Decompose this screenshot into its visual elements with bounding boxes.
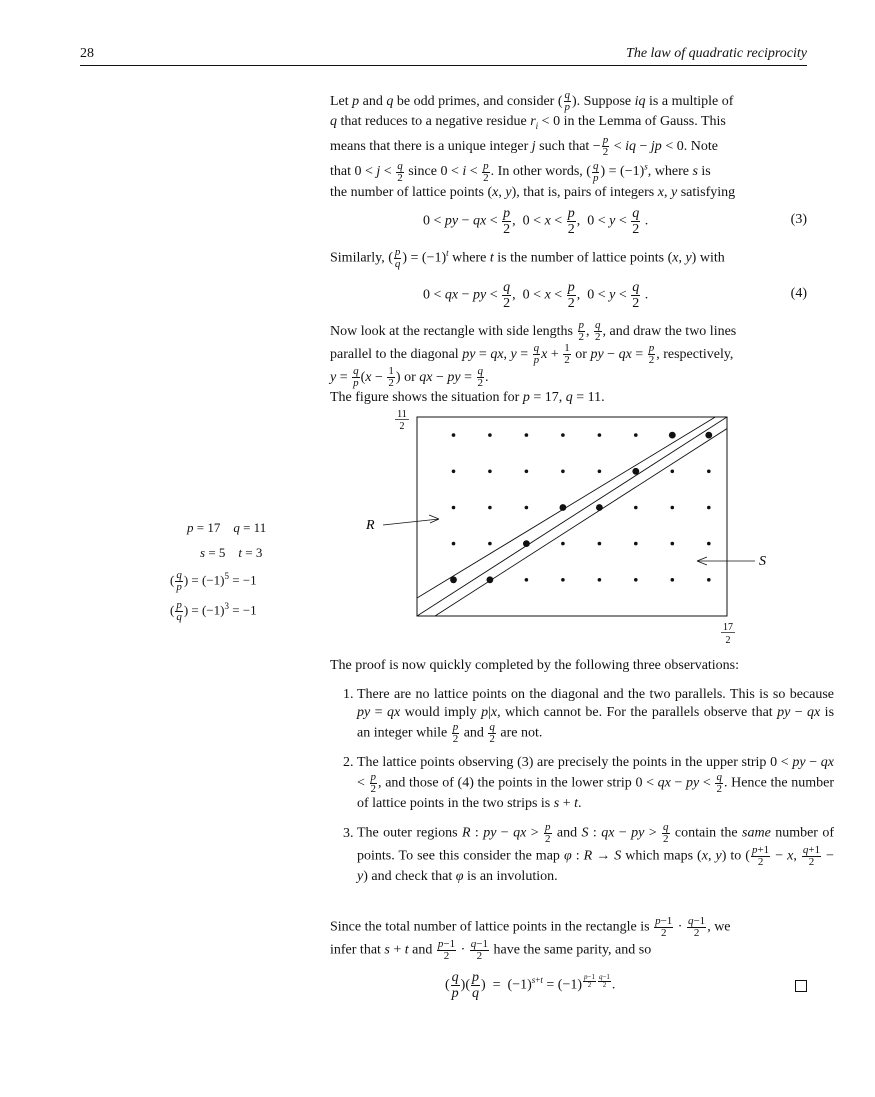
diagonal [417,417,727,616]
paragraph-conclusion: Since the total number of lattice points in the rectangle is $\frac{p-1}{2}$ · $\frac{q-1}{2}$ , we infer that s + t and $\frac{p-1}{2}$ · $\frac{q-1}{2}$ have the same parity, and so [330,915,731,962]
header-rule [80,65,807,66]
sidebar-line-1: p = 17 q = 11 [187,520,267,535]
paragraph-similarly: Similarly, ( $\frac{p}{q}$ ) = $(-1)^t$ where t is the number of lattice points (x, y) with [330,245,725,270]
region-R-label [365,515,439,533]
lattice-point [488,470,492,474]
para1-line4: that 0 < j < $\frac{q}{2}$ since 0 < i < $\frac{p}{2}$ . In other words, ( $\frac{q}{p}$ ) = $(-1)^s$, where s is [330,159,711,184]
equation-3-body: 0 < py − qx < $\frac{p}{2}$ , 0 < x < $\frac{p}{2}$ , 0 < y < $\frac{q}{2}$ . [423,206,649,237]
final-equation: ( $\frac{q}{p}$ )( $\frac{p}{q}$ ) = $(-1)^{s+t} = (-1)$ $^{\frac{p-1}{2} \frac{q-1}{2}}$ . [445,970,616,1001]
lattice-point [452,433,456,437]
lattice-point [598,542,602,546]
para3-line4: The figure shows the situation for p = 17, q = 11. [330,390,605,405]
lattice-point [452,506,456,510]
label-top [395,409,409,432]
lattice-point [707,542,711,546]
lattice-point [707,506,711,510]
lattice-figure [355,405,775,650]
lattice-point [598,578,602,582]
lattice-point [669,432,676,439]
observation-2: 2. The lattice points observing (3) are precisely the points in the upper strip 0 < py − qx < $\frac{p}{2}$ , and those of (4) the points in the lower strip 0 < qx − py < $\frac{q}{2}$ . Hence the number of lattice points in the two strips is s + t. [357,754,834,813]
lattice-point [634,578,638,582]
para3-line2: parallel to the diagonal py = qx, y = $\frac{q}{p}$ x + $\frac{1}{2}$ or py − qx = $\frac{p}{2}$ , respectively, [330,342,734,366]
lattice-point [634,433,638,437]
lattice-point [634,542,638,546]
qed-box [795,980,807,992]
lattice-point [632,468,639,475]
diagonal-lines [417,405,745,616]
lattice-point [487,576,494,583]
lower-parallel [435,417,745,616]
lattice-point [525,578,529,582]
page-number: 28 [80,46,94,61]
sidebar-line-2: s = 5 t = 3 [200,545,263,560]
paragraph-rectangle [330,320,807,407]
running-title: The law of quadratic reciprocity [626,46,807,61]
equation-4-tag: (4) [790,286,807,301]
svg-text:R: R [366,518,375,533]
observations-list [330,686,834,895]
svg-text:11: 11 [397,409,407,420]
lattice-point [560,504,567,511]
lattice-point [634,506,638,510]
lattice-points [450,432,712,584]
lattice-point [598,470,602,474]
lattice-point [598,433,602,437]
lattice-point [671,506,675,510]
lattice-point [671,470,675,474]
equation-3 [330,204,807,237]
lattice-point [596,504,603,511]
para3-line1: Now look at the rectangle with side lengths $\frac{p}{2}$ , $\frac{q}{2}$ , and draw the two lines [330,319,737,343]
lattice-point [561,542,565,546]
lattice-point [452,470,456,474]
sidebar-line-3: ( $\frac{q}{p}$ ) = $(-1)^5 = -1$ [170,569,257,593]
lattice-point [488,506,492,510]
para1-line1: Let p and q be odd primes, and consider ( $\frac{q}{p}$ ). Suppose iq is a multiple of [330,89,734,113]
lattice-point [561,578,565,582]
upper-parallel [417,405,745,598]
lattice-point [488,433,492,437]
svg-text:S: S [759,554,766,569]
lattice-point [523,540,530,547]
equation-4 [330,278,807,311]
svg-text:17: 17 [723,622,733,633]
lattice-point [561,470,565,474]
lattice-point [525,506,529,510]
observation-3: 3. The outer regions R : py − qx > $\frac{p}{2}$ and S : qx − py > $\frac{q}{2}$ contain the same number of points. To see this consider the map φ : R → S which maps (x, y) to ( $\frac{p+1}{2}$ − x, $\frac{q+1}{2}$ − y) and check that φ is an involution. [357,822,834,886]
lattice-point [488,542,492,546]
lattice-point [452,542,456,546]
region-S-label [697,554,766,569]
lattice-point [561,433,565,437]
lattice-point [671,542,675,546]
observation-1: 1. There are no lattice points on the diagonal and the two parallels. This is so because py = qx would imply p|x, which cannot be. For the parallels observe that py − qx is an integer while $\frac{p}{2}$ and $\frac{q}{2}$ are not. [357,686,834,745]
paragraph-intro [330,90,807,202]
svg-text:2: 2 [399,421,405,432]
lattice-point [525,470,529,474]
svg-text:2: 2 [725,635,731,646]
para1-line3: means that there is a unique integer j such that − $\frac{p}{2}$ < iq − jp < 0. Note [330,133,718,158]
lattice-point [707,470,711,474]
lattice-point [707,578,711,582]
lattice-point [671,578,675,582]
sidebar-line-4: ( $\frac{p}{q}$ ) = $(-1)^3 = -1$ [170,599,257,623]
lattice-point [705,432,712,439]
equation-4-body: 0 < qx − py < $\frac{q}{2}$ , 0 < x < $\frac{p}{2}$ , 0 < y < $\frac{q}{2}$ . [423,280,649,311]
lattice-point [525,433,529,437]
lattice-point [450,576,457,583]
label-bottom [721,622,735,646]
equation-3-tag: (3) [790,212,807,227]
paragraph-observations-intro: The proof is now quickly completed by the following three observations: [330,658,740,673]
para1-line2: q that reduces to a negative residue $r_i < 0$ in the Lemma of Gauss. This [330,114,726,131]
para1-line5: the number of lattice points (x, y), that is, pairs of integers x, y satisfying [330,184,736,200]
para3-line3: y = $\frac{q}{p}$ (x − $\frac{1}{2}$ ) or qx − py = $\frac{q}{2}$ . [330,365,489,389]
